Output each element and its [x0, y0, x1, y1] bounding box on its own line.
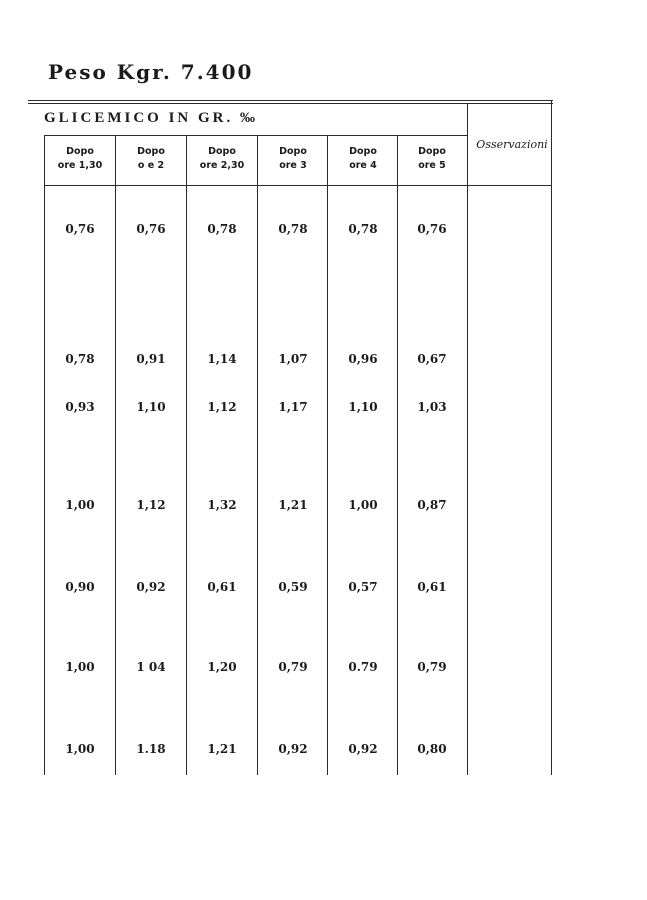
table-cell: 1,32	[207, 498, 237, 512]
column-header-line2: ore 5	[418, 160, 446, 171]
table-cell: 1,21	[278, 498, 308, 512]
table-cell: 0,59	[278, 580, 308, 594]
table-cell: 0,78	[348, 222, 378, 236]
table-cell: 0,78	[207, 222, 237, 236]
column-header	[187, 145, 257, 173]
column-header	[258, 145, 328, 173]
column-header-line1: Dopo	[66, 146, 94, 157]
table-cell: 1,00	[65, 660, 95, 674]
column-header-line2: ore 4	[349, 160, 377, 171]
table-cell: 1,21	[207, 742, 237, 756]
table-cell: 0,87	[417, 498, 447, 512]
table-cell: 1,17	[278, 400, 308, 414]
table-cell: 1,10	[136, 400, 166, 414]
table-cell: 1,12	[136, 498, 166, 512]
table-cell: 0,80	[417, 742, 447, 756]
table-cell: 0.79	[348, 660, 378, 674]
section-title: GLICEMICO IN GR. ‰	[44, 110, 259, 126]
column-header-line2: ore 2,30	[199, 160, 245, 171]
table-cell: 0,92	[278, 742, 308, 756]
table-cell: 0,76	[65, 222, 95, 236]
table-cell: 0,76	[136, 222, 166, 236]
table-cell: 0,92	[348, 742, 378, 756]
table-cell: 0,79	[417, 660, 447, 674]
table-cell: 0,91	[136, 352, 166, 366]
table-cell: 0,76	[417, 222, 447, 236]
table-cell: 0,96	[348, 352, 378, 366]
column-header	[328, 145, 398, 173]
table-cell: 1,00	[65, 498, 95, 512]
column-header-line1: Dopo	[349, 146, 377, 157]
column-header-line1: Dopo	[208, 146, 236, 157]
column-header	[397, 145, 467, 173]
table-cell: 0,78	[278, 222, 308, 236]
column-divider	[467, 103, 468, 775]
column-header-line1: Dopo	[137, 146, 165, 157]
table-cell: 0,57	[348, 580, 378, 594]
table-cell: 0,79	[278, 660, 308, 674]
column-header-line1: Dopo	[418, 146, 446, 157]
column-header	[45, 145, 115, 173]
column-header	[116, 145, 186, 173]
table-cell: 1,03	[417, 400, 447, 414]
column-header-line2: ore 1,30	[57, 160, 103, 171]
table-cell: 0,92	[136, 580, 166, 594]
column-header-line2: ore 3	[279, 160, 307, 171]
page-title: Peso Kgr. 7.400	[48, 60, 254, 84]
right-border	[551, 100, 552, 775]
observations-header: Osservazioni	[476, 138, 548, 151]
table-cell: 1,12	[207, 400, 237, 414]
table-cell: 1,10	[348, 400, 378, 414]
column-header-line1: Dopo	[279, 146, 307, 157]
table-cell: 1 04	[136, 660, 166, 674]
table-cell: 0,90	[65, 580, 95, 594]
table-cell: 0,61	[207, 580, 237, 594]
table-cell: 1,14	[207, 352, 237, 366]
top-rule	[28, 100, 553, 101]
table-cell: 1.18	[136, 742, 166, 756]
table-cell: 0,78	[65, 352, 95, 366]
table-cell: 1,00	[348, 498, 378, 512]
table-cell: 0,67	[417, 352, 447, 366]
section-rule	[44, 135, 468, 136]
table-cell: 1,00	[65, 742, 95, 756]
table-cell: 0,61	[417, 580, 447, 594]
table-cell: 1,07	[278, 352, 308, 366]
top-rule-2	[28, 103, 553, 104]
column-header-line2: o e 2	[137, 160, 165, 171]
table-cell: 1,20	[207, 660, 237, 674]
header-rule	[44, 185, 551, 186]
table-cell: 0,93	[65, 400, 95, 414]
